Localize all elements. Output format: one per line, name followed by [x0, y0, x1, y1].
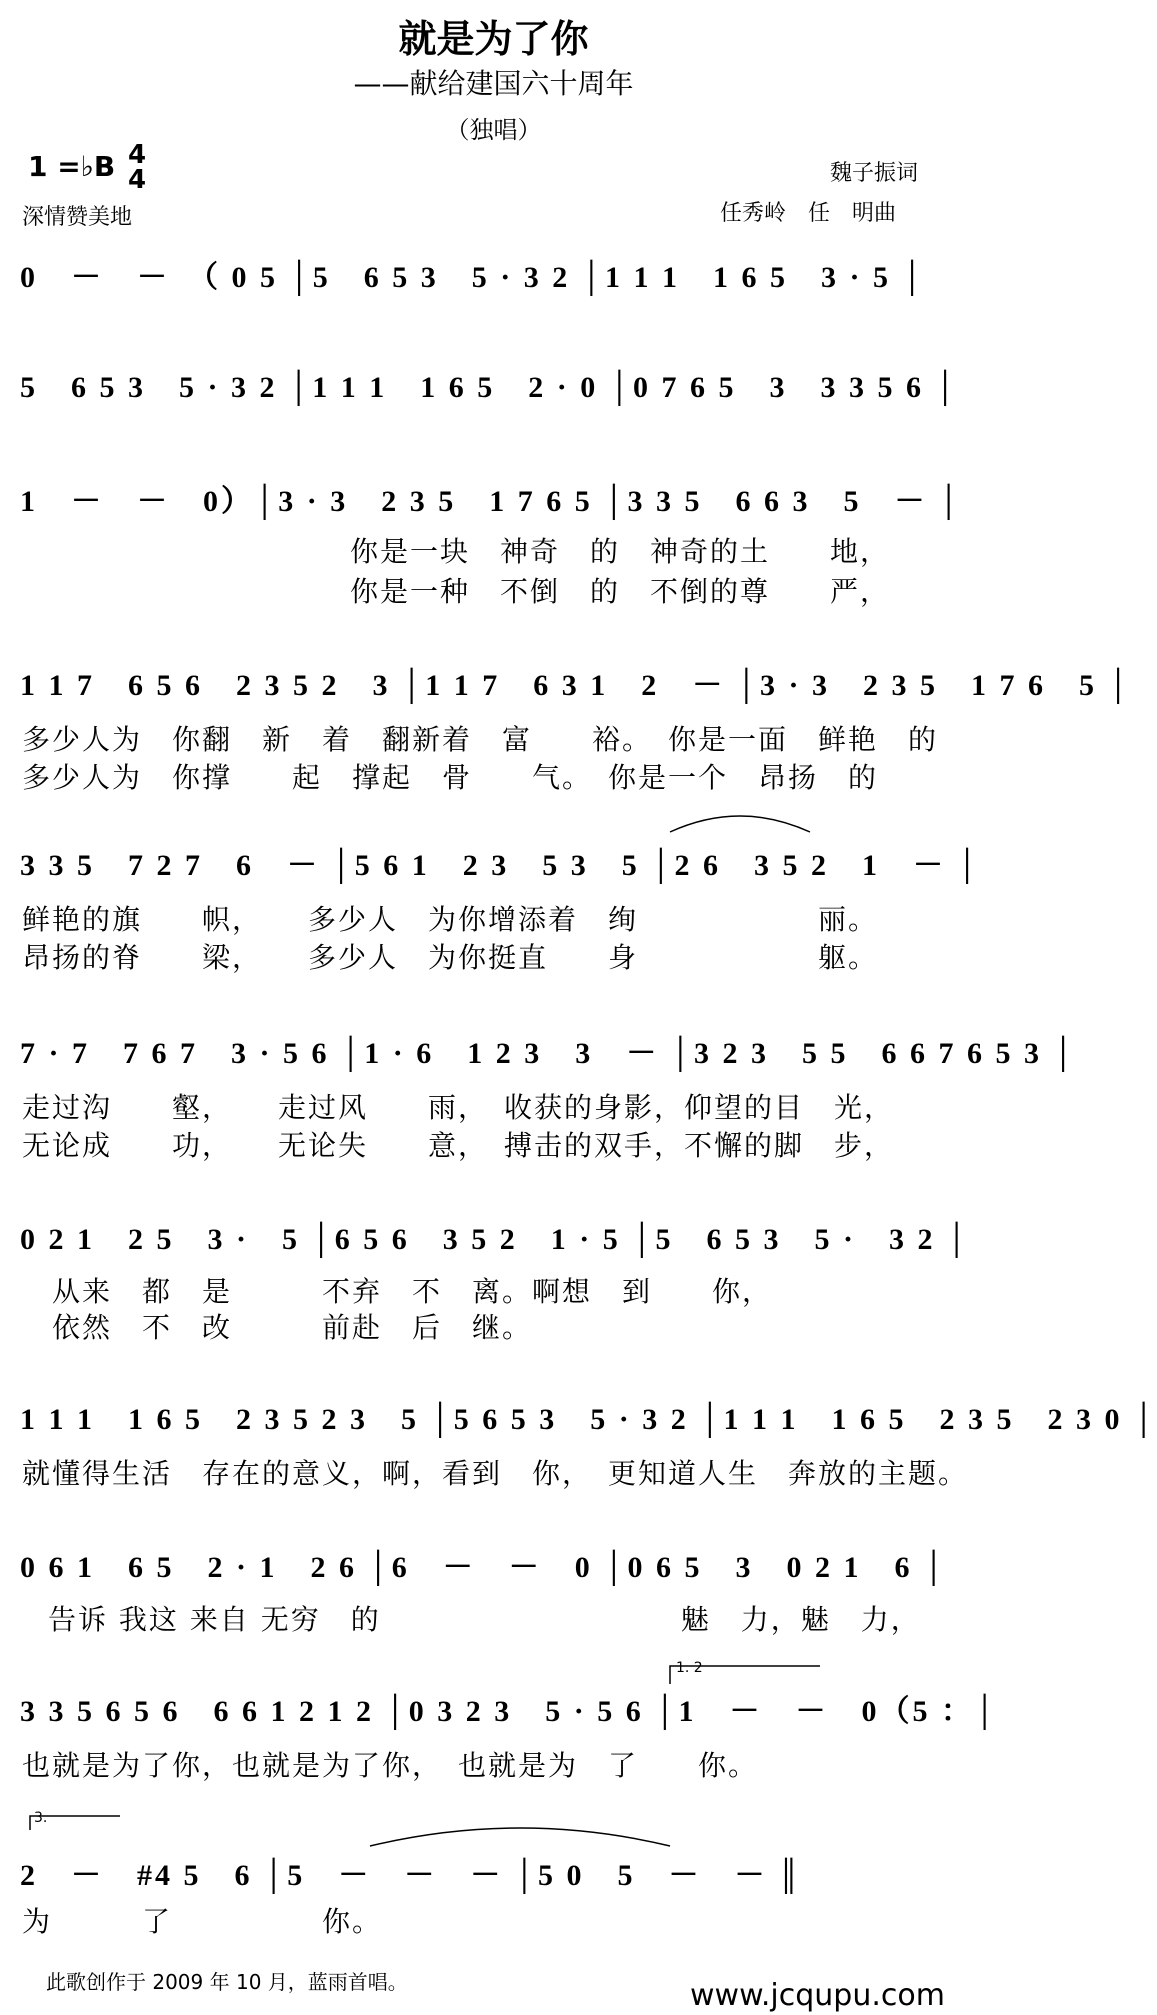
system-4-lyric-2: 多少人为 你撑 起 撑起 骨 气。 你是一个 昂扬 的	[22, 761, 879, 794]
system-6-lyric-1: 走过沟 壑， 走过风 雨， 收获的身影，仰望的目 光，	[22, 1091, 895, 1124]
system-7-notes: 0 2 1 2 5 3 · 5 │6 5 6 3 5 2 1 · 5 │5 6 5 3 5 · 3 2 │	[20, 1223, 971, 1256]
system-3-notes: 1 － － 0）│3 · 3 2 3 5 1 7 6 5 │3 3 5 6 6 3 5 － │	[20, 485, 963, 518]
system-6-notes: 7 · 7 7 6 7 3 · 5 6 │1 · 6 1 2 3 3 － │3 2 3 5 5 6 6 7 6 5 3 │	[20, 1037, 1077, 1070]
song-title: 就是为了你	[398, 17, 589, 61]
system-3-lyric-2: 你是一种 不倒 的 不倒的尊 严，	[350, 575, 891, 608]
system-5-notes: 3 3 5 7 2 7 6 － │5 6 1 2 3 5 3 5 │2 6 3 5 2 1 － │	[20, 849, 981, 882]
footer-note: 此歌创作于 2009 年 10 月，蓝雨首唱。	[46, 1970, 408, 1994]
time-bottom: 4	[128, 165, 147, 195]
expression-mark: 深情赞美地	[22, 205, 133, 230]
system-8-lyric-1: 就懂得生活 存在的意义，啊，看到 你， 更知道人生 奔放的主题。	[22, 1457, 969, 1490]
system-3-lyric-1: 你是一块 神奇 的 神奇的土 地，	[350, 535, 891, 568]
key-signature: 1 =♭B	[28, 150, 116, 183]
system-2-notes: 5 6 5 3 5 · 3 2 │1 1 1 1 6 5 2 · 0 │0 7 6 5 3 3 3 5 6 │	[20, 371, 959, 404]
system-8-notes: 1 1 1 1 6 5 2 3 5 2 3 5 │5 6 5 3 5 · 3 2 │1 1 1 1 6 5 2 3 5 2 3 0 │	[20, 1403, 1157, 1436]
volta-3-label: 3.	[34, 1810, 48, 1826]
volta-1-2-label: 1. 2	[676, 1660, 703, 1676]
lyricist-credit: 魏子振词	[830, 161, 919, 186]
performance-type: （独唱）	[445, 116, 542, 144]
system-10-lyric-1: 也就是为了你，也就是为了你， 也就是为 了 你。	[22, 1749, 759, 1782]
system-4-lyric-1: 多少人为 你翻 新 着 翻新着 富 裕。 你是一面 鲜艳 的	[22, 723, 939, 756]
system-11-lyric-1: 为 了 你。	[22, 1905, 383, 1938]
system-7-lyric-1: 从来 都 是 不弃 不 离。啊想 到 你，	[52, 1275, 773, 1308]
volta-3-bracket	[30, 1816, 120, 1830]
system-4-notes: 1 1 7 6 5 6 2 3 5 2 3 │1 1 7 6 3 1 2 － │3 · 3 2 3 5 1 7 6 5 │	[20, 669, 1132, 702]
system-1-notes: 0 － － （ 0 5 │5 6 5 3 5 · 3 2 │1 1 1 1 6 5 3 · 5 │	[20, 261, 926, 294]
volta-1-2-bracket	[670, 1666, 820, 1684]
site-watermark: www.jcqupu.com	[690, 1978, 945, 2013]
system-5-lyric-2: 昂扬的脊 梁， 多少人 为你挺直 身 躯。	[22, 941, 879, 974]
system-5-lyric-1: 鲜艳的旗 帜， 多少人 为你增添着 绚 丽。	[22, 903, 879, 936]
system-11-notes: 2 － #4 5 6 │5 － － － │5 0 5 － － ║	[20, 1859, 803, 1892]
system-9-notes: 0 6 1 6 5 2 · 1 2 6 │6 － － 0 │0 6 5 3 0 2 1 6 │	[20, 1551, 948, 1584]
slur-system-5	[670, 816, 810, 832]
system-10-notes: 3 3 5 6 5 6 6 6 1 2 1 2 │0 3 2 3 5 · 5 6 │1 － － 0（5 ：│	[20, 1695, 999, 1728]
slur-system-11	[370, 1828, 670, 1846]
composer-credit: 任秀岭 任 明曲	[720, 201, 897, 226]
time-top: 4	[128, 140, 147, 170]
song-subtitle: ——献给建国六十周年	[353, 67, 634, 100]
system-7-lyric-2: 依然 不 改 前赴 后 继。	[52, 1311, 533, 1344]
system-9-lyric-1: 告诉 我这 来自 无穷 的 魅 力，魅 力，	[48, 1603, 921, 1636]
system-6-lyric-2: 无论成 功， 无论失 意， 搏击的双手，不懈的脚 步，	[22, 1129, 895, 1162]
